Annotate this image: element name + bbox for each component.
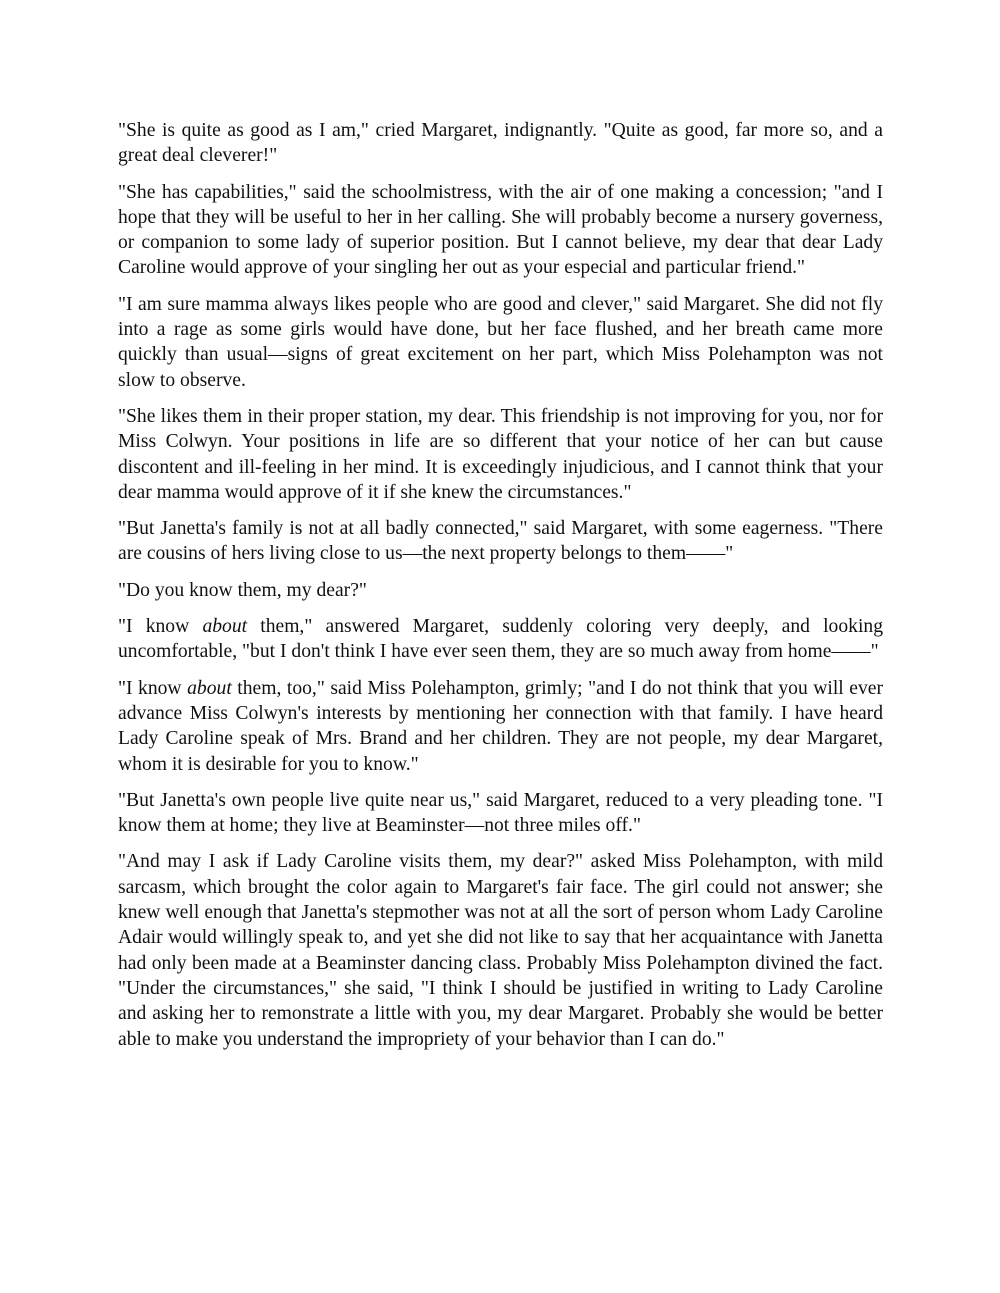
text-run: "But Janetta's family is not at all badly connected," said Margaret, with some eagerness. "There are cousins of hers living close to us—the next property belongs to them——" xyxy=(118,518,883,565)
paragraph-2 xyxy=(118,180,883,281)
text-run: "She likes them in their proper station, my dear. This friendship is not improving for you, nor for Miss Colwyn. Your positions in life are so different that your notice of her can but cause discontent and ill-feeling in her mind. It is exceedingly injudicious, and I cannot think that your dear mamma would approve of it if she knew the circumstances." xyxy=(118,405,883,503)
paragraph-5 xyxy=(118,516,883,567)
text-run: them, too," said Miss Polehampton, grimly; "and I do not think that you will ever advance Miss Colwyn's interests by mentioning her connection with that family. I have heard Lady Caroline speak of Mrs. Brand and her children. They are not people, my dear Margaret, whom it is desirable for you to know." xyxy=(118,677,883,775)
paragraph-6 xyxy=(118,578,883,603)
document-page xyxy=(118,118,883,1052)
paragraph-1 xyxy=(118,118,883,169)
text-run: "I am sure mamma always likes people who are good and clever," said Margaret. She did not fly into a rage as some girls would have done, but her face flushed, and her breath came more quickly than usual—signs of great excitement on her part, which Miss Polehampton was not slow to observe. xyxy=(118,293,883,391)
paragraph-9 xyxy=(118,788,883,839)
text-run: them," answered Margaret, suddenly coloring very deeply, and looking uncomfortable, "but I don't think I have ever seen them, they are so much away from home——" xyxy=(118,616,883,663)
text-run: "I know xyxy=(118,677,188,699)
text-run: "Do you know them, my dear?" xyxy=(118,579,367,601)
italic-run: about xyxy=(187,677,232,699)
text-run: "I know xyxy=(118,616,203,638)
paragraph-8 xyxy=(118,676,883,777)
text-run: "She has capabilities," said the schoolmistress, with the air of one making a concession; "and I hope that they will be useful to her in her calling. She will probably become a nursery governess, or companion to some lady of superior position. But I cannot believe, my dear that dear Lady Caroline would approve of your singling her out as your especial and particular friend." xyxy=(118,181,883,279)
text-run: "And may I ask if Lady Caroline visits them, my dear?" asked Miss Polehampton, with mild sarcasm, which brought the color again to Margaret's fair face. The girl could not answer; she knew well enough that Janetta's stepmother was not at all the sort of person whom Lady Caroline Adair would willingly speak to, and yet she did not like to say that her acquaintance with Janetta had only been made at a Beaminster dancing class. Probably Miss Polehampton divined the fact. "Under the circumstances," she said, "I think I should be justified in writing to Lady Caroline and asking her to remonstrate a little with you, my dear Margaret. Probably she would be better able to make you understand the impropriety of your behavior than I can do." xyxy=(118,851,883,1050)
paragraph-4 xyxy=(118,404,883,505)
italic-run: about xyxy=(202,616,248,638)
paragraph-10 xyxy=(118,849,883,1051)
paragraph-3 xyxy=(118,292,883,393)
text-run: "But Janetta's own people live quite near us," said Margaret, reduced to a very pleading tone. "I know them at home; they live at Beaminster—not three miles off." xyxy=(118,789,883,837)
text-run: "She is quite as good as I am," cried Margaret, indignantly. "Quite as good, far more so, and a great deal cleverer!" xyxy=(118,120,883,167)
paragraph-7 xyxy=(118,614,883,665)
